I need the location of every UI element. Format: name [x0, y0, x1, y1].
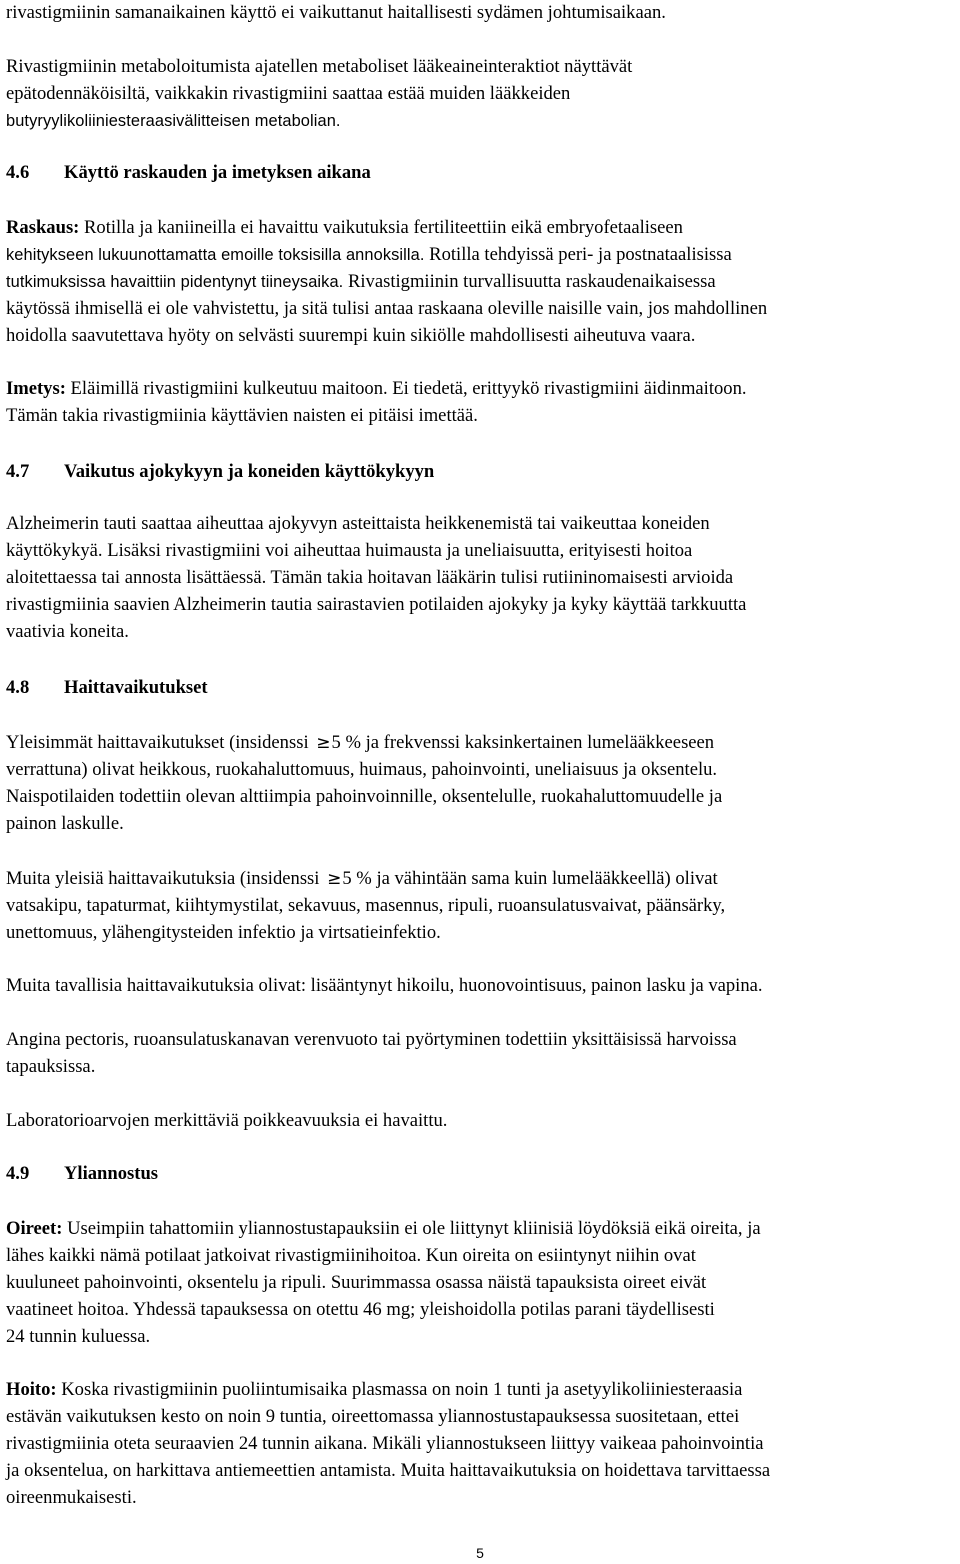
- text-line: vatsakipu, tapaturmat, kiihtymystilat, sekavuus, masennus, ripuli, ruoansulatusvaivat, päänsärky,: [6, 894, 726, 916]
- text-span: Eläimillä rivastigmiini kulkeutuu maitoon. Ei tiedetä, erittyykö rivastigmiini äidinmaitoon.: [65, 378, 747, 399]
- text-line: Rivastigmiinin metaboloitumista ajatellen metaboliset lääkeaineinteraktiot näyttävät: [6, 56, 633, 77]
- section-title: Haittavaikutukset: [64, 677, 208, 698]
- section-heading-4-6: [6, 160, 371, 187]
- text-line: lähes kaikki nämä potilaat jatkoivat rivastigmiinihoitoa. Kun oireita on esiintynyt niihin ovat: [6, 1244, 696, 1266]
- text-line: käytössä ihmisellä ei ole vahvistettu, ja sitä tulisi antaa raskaana oleville naisille vain, jos mahdollinen: [6, 297, 768, 319]
- text-span: Yleisimmät haittavaikutukset (insidenssi: [6, 732, 314, 753]
- text-line: käyttökykyä. Lisäksi rivastigmiini voi aiheuttaa huimausta ja uneliaisuutta, erityisesti hoitoa: [6, 539, 693, 561]
- raskaus-label: Raskaus:: [6, 217, 80, 238]
- text-line: Tämän takia rivastigmiinia käyttävien naisten ei pitäisi imettää.: [6, 404, 478, 426]
- text-line: estävän vaikutuksen kesto on noin 9 tuntia, oireettomassa yliannostustapauksessa suositetaan, ettei: [6, 1405, 740, 1427]
- page-number: 5: [476, 1545, 484, 1561]
- text-line: vaatineet hoitoa. Yhdessä tapauksessa on otettu 46 mg; yleishoidolla potilas parani täydellisesti: [6, 1298, 715, 1320]
- text-line: aloitettaessa tai annosta lisättäessä. Tämän takia hoitavan lääkärin tulisi rutiininomaisesti arvioida: [6, 566, 734, 588]
- text-line: [6, 242, 767, 269]
- text-line: rivastigmiinia saavien Alzheimerin tautia sairastavien potilaiden ajokyky ja kyky käyttää tarkkuutta: [6, 593, 747, 615]
- paragraph-fragment-top: [6, 0, 666, 27]
- imetys-label: Imetys:: [6, 378, 66, 399]
- oireet-label: Oireet:: [6, 1218, 63, 1239]
- paragraph-laboratory: [6, 1108, 447, 1135]
- text-line: vaativia koneita.: [6, 620, 129, 642]
- greater-equal-symbol: ≥: [316, 733, 331, 753]
- text-line: kuuluneet pahoinvointi, oksentelu ja ripuli. Suurimmassa osassa näistä tapauksista oireet eivät: [6, 1271, 707, 1293]
- paragraph-other-common-adverse: [6, 866, 725, 947]
- paragraph-hoito: [6, 1377, 770, 1512]
- text-line: [6, 730, 722, 757]
- text-span: Rotilla tehdyissä peri- ja postnataalisissa: [424, 243, 732, 265]
- text-span: Koska rivastigmiinin puoliintumisaika plasmassa on noin 1 tunti ja asetyylikoliiniesteraasia: [56, 1379, 743, 1400]
- text-line: Laboratorioarvojen merkittäviä poikkeavuuksia ei havaittu.: [6, 1110, 448, 1131]
- text-span: Rotilla ja kaniineilla ei havaittu vaikutuksia fertiliteettiin eikä embryofetaaliseen: [79, 217, 683, 238]
- section-heading-4-9: [6, 1161, 158, 1188]
- text-span: 5 % ja vähintään sama kuin lumelääkkeellä) olivat: [342, 868, 718, 889]
- paragraph-imetys: [6, 376, 747, 430]
- text-line: [6, 269, 767, 296]
- section-heading-4-8: [6, 675, 208, 702]
- section-title: Vaikutus ajokykyyn ja koneiden käyttökykyyn: [64, 461, 435, 482]
- text-span: Rivastigmiinin turvallisuutta raskaudenaikaisessa: [343, 270, 716, 292]
- section-title: Käyttö raskauden ja imetyksen aikana: [64, 162, 371, 183]
- text-line: ja oksentelua, on harkittava antiemeettien antamista. Muita haittavaikutuksia on hoidettava tarvittaessa: [6, 1459, 771, 1481]
- paragraph-rare-adverse: [6, 1027, 737, 1081]
- text-line: tapauksissa.: [6, 1055, 96, 1077]
- greater-equal-symbol: ≥: [327, 869, 342, 889]
- text-line: rivastigmiinin samanaikainen käyttö ei vaikuttanut haitallisesti sydämen johtumisaikaan.: [6, 2, 666, 23]
- text-line: [6, 1216, 761, 1243]
- section-number: 4.9: [6, 1163, 30, 1184]
- text-line: epätodennäköisiltä, vaikkakin rivastigmiini saattaa estää muiden lääkkeiden: [6, 82, 571, 104]
- text-span: Muita yleisiä haittavaikutuksia (insidenssi: [6, 868, 325, 889]
- section-title: Yliannostus: [64, 1163, 159, 1184]
- text-span: kehitykseen lukuunottamatta emoille toksisilla annoksilla.: [6, 245, 425, 264]
- text-line: Naispotilaiden todettiin olevan alttiimpia pahoinvoinnille, oksentelulle, ruokahaluttomuudelle ja: [6, 785, 723, 807]
- text-line: [6, 215, 767, 242]
- paragraph-raskaus: [6, 215, 767, 350]
- section-number: 4.8: [6, 677, 30, 698]
- text-line: butyryylikoliiniesteraasivälitteisen metabolian.: [6, 111, 341, 130]
- text-line: [6, 1377, 770, 1404]
- text-line: unettomuus, ylähengitysteiden infektio ja virtsatieinfektio.: [6, 921, 441, 943]
- text-span: Useimpiin tahattomiin yliannostustapauksiin ei ole liittynyt kliinisiä löydöksiä eikä oireita, ja: [62, 1218, 761, 1239]
- paragraph-common-adverse: [6, 730, 722, 838]
- text-line: [6, 866, 725, 893]
- text-line: 24 tunnin kuluessa.: [6, 1325, 151, 1347]
- text-line: hoidolla saavutettava hyöty on selvästi suurempi kuin sikiölle mahdollisesti aiheutuva vaara.: [6, 324, 696, 346]
- section-heading-4-7: [6, 459, 434, 486]
- text-span: tutkimuksissa havaittiin pidentynyt tiineysaika.: [6, 272, 344, 291]
- text-line: [6, 376, 747, 403]
- text-line: verrattuna) olivat heikkous, ruokahaluttomuus, huimaus, pahoinvointi, uneliaisuus ja oksentelu.: [6, 758, 718, 780]
- section-number: 4.6: [6, 162, 30, 183]
- text-line: rivastigmiinia oteta seuraavien 24 tunnin aikana. Mikäli yliannostukseen liittyy vaikeaa pahoinvointia: [6, 1432, 764, 1454]
- paragraph-driving: [6, 511, 746, 646]
- text-line: painon laskulle.: [6, 812, 124, 834]
- section-number: 4.7: [6, 461, 30, 482]
- paragraph-interactions: [6, 54, 632, 135]
- text-line: oireenmukaisesti.: [6, 1486, 137, 1508]
- text-span: 5 % ja frekvenssi kaksinkertainen lumelääkkeeseen: [331, 732, 715, 753]
- paragraph-oireet: [6, 1216, 761, 1351]
- paragraph-other-adverse: [6, 973, 763, 1000]
- text-line: Muita tavallisia haittavaikutuksia olivat: lisääntynyt hikoilu, huonovointisuus, painon lasku ja vapina.: [6, 975, 763, 996]
- text-line: Alzheimerin tauti saattaa aiheuttaa ajokyvyn asteittaista heikkenemistä tai vaikeuttaa koneiden: [6, 513, 710, 534]
- text-line: Angina pectoris, ruoansulatuskanavan verenvuoto tai pyörtyminen todettiin yksittäisissä harvoissa: [6, 1029, 737, 1050]
- hoito-label: Hoito:: [6, 1379, 57, 1400]
